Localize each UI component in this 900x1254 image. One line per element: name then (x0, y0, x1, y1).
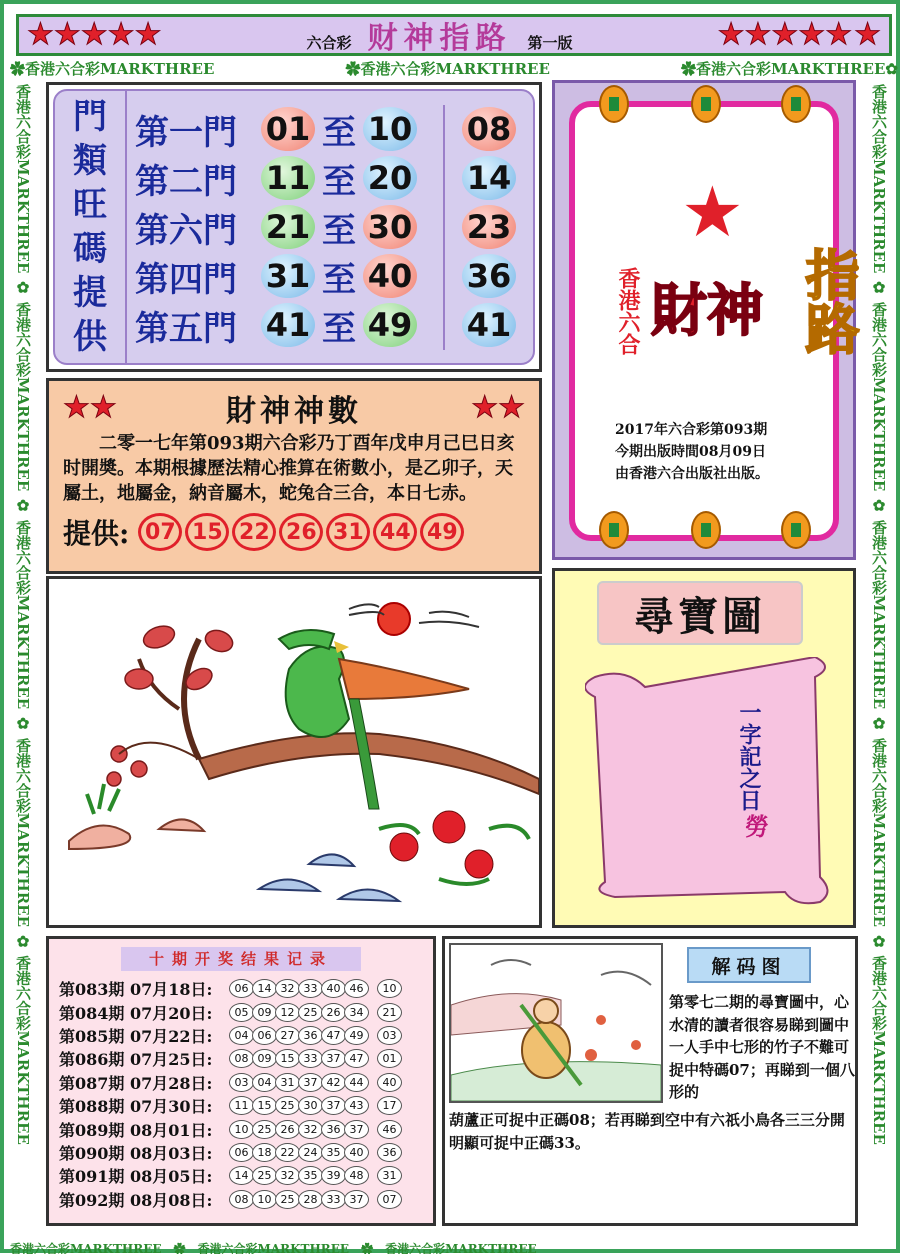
result-number: 46 (344, 979, 369, 998)
result-number: 47 (344, 1049, 369, 1068)
doors-rows (127, 91, 533, 363)
results-rows (59, 977, 423, 1211)
header-stars-right (717, 17, 881, 52)
pick-ball: 36 (462, 254, 516, 298)
number-ball: 41 (261, 303, 315, 347)
result-number: 10 (229, 1120, 254, 1139)
result-number: 40 (344, 1143, 369, 1162)
result-special-number: 03 (377, 1026, 402, 1045)
result-row (59, 1000, 423, 1023)
doors-side-label (55, 91, 127, 363)
banner-bottom: 香港六合彩MARKTHREE ✿ 香港六合彩MARKTHREE ✿ 香港六合彩MARKTHREE (10, 1242, 537, 1254)
banner-top (10, 58, 898, 78)
number-ball: 11 (261, 156, 315, 200)
door-row (135, 154, 533, 203)
result-number: 12 (275, 1003, 300, 1022)
star-icon: ★★★★★ (27, 17, 162, 52)
provide-number: 44 (373, 513, 417, 551)
result-label: 第085期 07月22日: (59, 1026, 213, 1046)
result-row (59, 1164, 423, 1187)
result-number: 25 (275, 1096, 300, 1115)
result-number: 36 (321, 1120, 346, 1139)
number-ball: 20 (363, 156, 417, 200)
number-ball: 40 (363, 254, 417, 298)
treasure-title: 尋寶圖 (597, 581, 803, 645)
side-char: 碼 (73, 229, 107, 269)
door-zhi: 至 (322, 308, 356, 349)
door-pick-cell (443, 301, 533, 350)
poster-main-title: 財神 (651, 278, 763, 344)
result-number: 35 (298, 1166, 323, 1185)
result-special-number: 36 (377, 1143, 402, 1162)
result-number: 28 (298, 1190, 323, 1209)
result-row (59, 1094, 423, 1117)
result-label: 第086期 07月25日: (59, 1050, 213, 1070)
header-bar (16, 14, 892, 56)
result-number: 35 (321, 1143, 346, 1162)
side-char: 旺 (73, 185, 107, 225)
number-ball: 30 (363, 205, 417, 249)
door-zhi: 至 (322, 259, 356, 300)
result-number: 10 (252, 1190, 277, 1209)
door-pick-cell (443, 203, 533, 252)
result-number: 26 (321, 1003, 346, 1022)
star-icon: ★★ (63, 390, 117, 425)
result-number: 06 (229, 1143, 254, 1162)
result-number: 09 (252, 1003, 277, 1022)
provide-label: 提供: (63, 517, 130, 550)
door-pick-cell (443, 105, 533, 154)
result-number: 25 (252, 1120, 277, 1139)
header-stars-left (27, 17, 162, 52)
result-special-number: 10 (377, 979, 402, 998)
result-number: 40 (321, 979, 346, 998)
result-number: 32 (275, 979, 300, 998)
result-special-number: 07 (377, 1190, 402, 1209)
result-number: 08 (229, 1049, 254, 1068)
door-pick-cell (443, 154, 533, 203)
banner-text: ✿香港六合彩MARKTHREE (345, 60, 550, 78)
side-char: 供 (73, 317, 107, 357)
result-row (59, 1117, 423, 1140)
result-number: 22 (275, 1143, 300, 1162)
clover-icon: ✿ (885, 60, 898, 78)
number-ball: 01 (261, 107, 315, 151)
result-number: 25 (298, 1003, 323, 1022)
shushu-panel (46, 378, 542, 574)
provide-number: 49 (420, 513, 464, 551)
side-char: 類 (73, 141, 107, 181)
result-number: 27 (275, 1026, 300, 1045)
banner-right: 香港六合彩MARKTHREE ✿ 香港六合彩MARKTHREE ✿ 香港六合彩MARKTHREE ✿ 香港六合彩MARKTHREE ✿ 香港六合彩MARKTHREE (870, 84, 888, 1145)
result-label: 第091期 08月05日: (59, 1167, 213, 1187)
result-row (59, 1047, 423, 1070)
door-zhi: 至 (322, 112, 356, 153)
result-number: 24 (298, 1143, 323, 1162)
doors-panel (46, 82, 542, 372)
decode-text: 葫蘆正可捉中正碼08；若再睇到空中有六祇小鳥各三三分開明顯可捉中正碼33。 (449, 1111, 845, 1152)
poster-panel (552, 80, 861, 560)
star-icon: ★★ (471, 390, 525, 425)
result-number: 37 (344, 1190, 369, 1209)
result-number: 34 (344, 1003, 369, 1022)
treasure-panel (552, 568, 856, 928)
result-number: 03 (229, 1073, 254, 1092)
pick-ball: 14 (462, 156, 516, 200)
number-ball: 10 (363, 107, 417, 151)
shushu-text: 二零一七年第093期六合彩乃丁酉年戊申月己巳日亥时開奬。本期根據歷法精心推算在術數小，是乙卯子，天屬土，地屬金，納音屬木，蛇兔合三合，本日七赤。 (63, 433, 515, 504)
result-number: 33 (298, 1049, 323, 1068)
result-number: 18 (252, 1143, 277, 1162)
result-number: 33 (321, 1190, 346, 1209)
door-row (135, 105, 533, 154)
coin-icon (691, 511, 721, 549)
result-number: 04 (252, 1073, 277, 1092)
result-special-number: 01 (377, 1049, 402, 1068)
decode-text: 第零七二期的尋寶圖中，心水清的讀者很容易睇到圖中一人手中七形的竹子不難可捉中特碼07；再睇到一個八形的 (669, 993, 855, 1101)
result-number: 37 (321, 1096, 346, 1115)
door-name: 第六門 (135, 210, 237, 251)
star-icon: ★ (854, 17, 881, 52)
result-number: 42 (321, 1073, 346, 1092)
result-number: 25 (275, 1190, 300, 1209)
result-number: 49 (344, 1026, 369, 1045)
result-number: 15 (252, 1096, 277, 1115)
result-number: 15 (275, 1049, 300, 1068)
result-number: 09 (252, 1049, 277, 1068)
poster-info (615, 419, 845, 485)
result-number: 37 (321, 1049, 346, 1068)
coin-icon (691, 85, 721, 123)
side-char: 提 (73, 273, 107, 313)
result-special-number: 46 (377, 1120, 402, 1139)
poster-info-line: 今期出版時間08月09日 (615, 444, 766, 460)
banner-text: ✿香港六合彩MARKTHREE✿ (680, 60, 898, 78)
result-number: 31 (275, 1073, 300, 1092)
door-zhi: 至 (322, 161, 356, 202)
banner-left: 香港六合彩MARKTHREE ✿ 香港六合彩MARKTHREE ✿ 香港六合彩MARKTHREE ✿ 香港六合彩MARKTHREE ✿ 香港六合彩MARKTHREE (14, 84, 32, 1145)
result-number: 37 (344, 1120, 369, 1139)
door-row (135, 252, 533, 301)
result-number: 36 (298, 1026, 323, 1045)
result-number: 14 (252, 979, 277, 998)
door-pick-cell (443, 252, 533, 301)
result-number: 47 (321, 1026, 346, 1045)
result-label: 第088期 07月30日: (59, 1097, 213, 1117)
header-center (307, 13, 573, 57)
result-label: 第089期 08月01日: (59, 1120, 213, 1140)
coin-icon (781, 85, 811, 123)
star-icon: ★ (681, 171, 744, 253)
result-special-number: 40 (377, 1073, 402, 1092)
poster-info-line: 2017年六合彩第093期 (615, 422, 768, 438)
door-name: 第五門 (135, 308, 237, 349)
one-char-label: 一字記之日 (736, 701, 762, 811)
result-number: 08 (229, 1190, 254, 1209)
door-row (135, 301, 533, 350)
result-label: 第087期 07月28日: (59, 1073, 213, 1093)
page-label: 第一版 (527, 34, 573, 52)
shushu-title: 財神神數 (226, 394, 362, 429)
result-row (59, 1188, 423, 1211)
result-number: 32 (275, 1166, 300, 1185)
result-special-number: 21 (377, 1003, 402, 1022)
result-number: 06 (252, 1026, 277, 1045)
decode-illustration (449, 943, 663, 1103)
result-number: 43 (344, 1096, 369, 1115)
provide-number: 07 (138, 513, 182, 551)
decode-panel (442, 936, 858, 1226)
poster-hk-label: 香港六合 (615, 267, 641, 355)
result-label: 第092期 08月08日: (59, 1190, 213, 1210)
coin-icon (781, 511, 811, 549)
result-label: 第083期 07月18日: (59, 980, 213, 1000)
number-ball: 21 (261, 205, 315, 249)
result-number: 11 (229, 1096, 254, 1115)
result-number: 33 (298, 979, 323, 998)
coin-icon (599, 85, 629, 123)
clover-icon: ✿ (10, 60, 26, 78)
provide-row (63, 512, 525, 552)
provide-number: 15 (185, 513, 229, 551)
result-number: 05 (229, 1003, 254, 1022)
result-number: 14 (229, 1166, 254, 1185)
result-special-number: 17 (377, 1096, 402, 1115)
clover-icon: ✿ (680, 60, 696, 78)
result-special-number: 31 (377, 1166, 402, 1185)
result-number: 06 (229, 979, 254, 998)
result-number: 25 (252, 1166, 277, 1185)
pick-ball: 08 (462, 107, 516, 151)
result-number: 39 (321, 1166, 346, 1185)
provide-number: 31 (326, 513, 370, 551)
door-zhi: 至 (322, 210, 356, 251)
poster-info-line: 由香港六合出版社出版。 (615, 466, 769, 482)
coin-icon (599, 511, 629, 549)
door-name: 第二門 (135, 161, 237, 202)
star-icon: ★★★★★ (717, 17, 853, 52)
side-char: 門 (73, 97, 107, 137)
result-number: 30 (298, 1096, 323, 1115)
door-name: 第四門 (135, 259, 237, 300)
result-row (59, 977, 423, 1000)
result-row (59, 1071, 423, 1094)
result-label: 第090期 08月03日: (59, 1143, 213, 1163)
page-title: 财神指路 (367, 21, 512, 56)
result-number: 44 (344, 1073, 369, 1092)
result-number: 37 (298, 1073, 323, 1092)
bird-illustration (46, 576, 542, 928)
door-row (135, 203, 533, 252)
results-title: 十期开奖结果记录 (121, 947, 361, 971)
number-ball: 49 (363, 303, 417, 347)
pick-ball: 41 (462, 303, 516, 347)
results-panel (46, 936, 436, 1226)
decode-title: 解码图 (687, 947, 811, 983)
result-number: 48 (344, 1166, 369, 1185)
result-number: 32 (298, 1120, 323, 1139)
number-ball: 31 (261, 254, 315, 298)
one-char-answer: 勞 (745, 812, 769, 841)
banner-text: ✿香港六合彩MARKTHREE (10, 60, 215, 78)
poster-zhilu: 指路 (797, 247, 861, 355)
result-number: 26 (275, 1120, 300, 1139)
pick-ball: 23 (462, 205, 516, 249)
provide-number: 26 (279, 513, 323, 551)
result-label: 第084期 07月20日: (59, 1003, 213, 1023)
provide-number: 22 (232, 513, 276, 551)
poster-frame (569, 101, 861, 541)
edition-label: 六合彩 (306, 34, 352, 52)
result-number: 04 (229, 1026, 254, 1045)
clover-icon: ✿ (345, 60, 361, 78)
result-row (59, 1024, 423, 1047)
result-row (59, 1141, 423, 1164)
door-name: 第一門 (135, 112, 237, 153)
